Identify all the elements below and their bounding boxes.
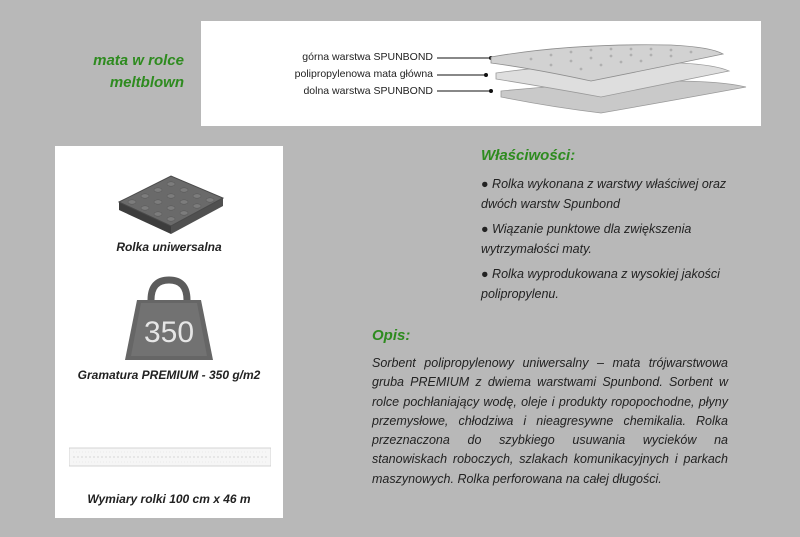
layer-pointer-bottom-dot (489, 89, 493, 93)
roll-dimension-icon (69, 446, 271, 468)
list-item: ● Rolka wyprodukowana z wysokiej jakości polipropylenu. (481, 267, 720, 301)
product-title (60, 50, 184, 94)
product-title-line1: mata w rolce (93, 52, 184, 69)
layer-label-middle: polipropylenowa mata główna (294, 68, 433, 80)
weight-value: 350 (143, 316, 195, 349)
layer-pointer-middle-dot (484, 73, 488, 77)
weight-caption: Gramatura PREMIUM - 350 g/m2 (77, 368, 261, 382)
bullet-icon: ● (481, 267, 489, 281)
properties-heading: Właściwości: (481, 147, 576, 164)
layer-label-bottom: dolna warstwa SPUNBOND (303, 85, 433, 97)
layers-illustration (201, 21, 761, 126)
absorbent-pad-icon (111, 154, 229, 236)
bullet-icon: ● (481, 222, 489, 236)
list-item: ● Wiązanie punktowe dla zwiększenia wytrzymałości maty. (481, 222, 692, 256)
list-item: ● Rolka wykonana z warstwy właściwej oraz dwóch warstw Spunbond (481, 177, 727, 211)
bullet-icon: ● (481, 177, 489, 191)
roll-caption: Rolka uniwersalna (116, 240, 222, 254)
product-title-line2: meltblown (109, 74, 184, 91)
product-info-panel (55, 146, 283, 518)
size-caption: Wymiary rolki 100 cm x 46 m (87, 492, 251, 506)
properties-list (481, 174, 761, 309)
description-heading: Opis: (372, 327, 411, 344)
description-text: Sorbent polipropylenowy uniwersalny – mata trójwarstwowa gruba PREMIUM z dwiema warstwami Spunbond. Sorbent w rolce pochłaniający wodę, oleje i produkty ropopochodne, płyny przemysłowe, chłodziwa i nieagresywne chemikalia. Rolka przeznaczona do szybkiego usuwania wycieków na stanowiskach roboczych, szlakach komunikacyjnych i parkach maszynowych. Rolka perforowana na całej długości. (372, 356, 728, 486)
layers-diagram-panel (201, 21, 761, 126)
layer-label-top: górna warstwa SPUNBOND (302, 51, 433, 63)
